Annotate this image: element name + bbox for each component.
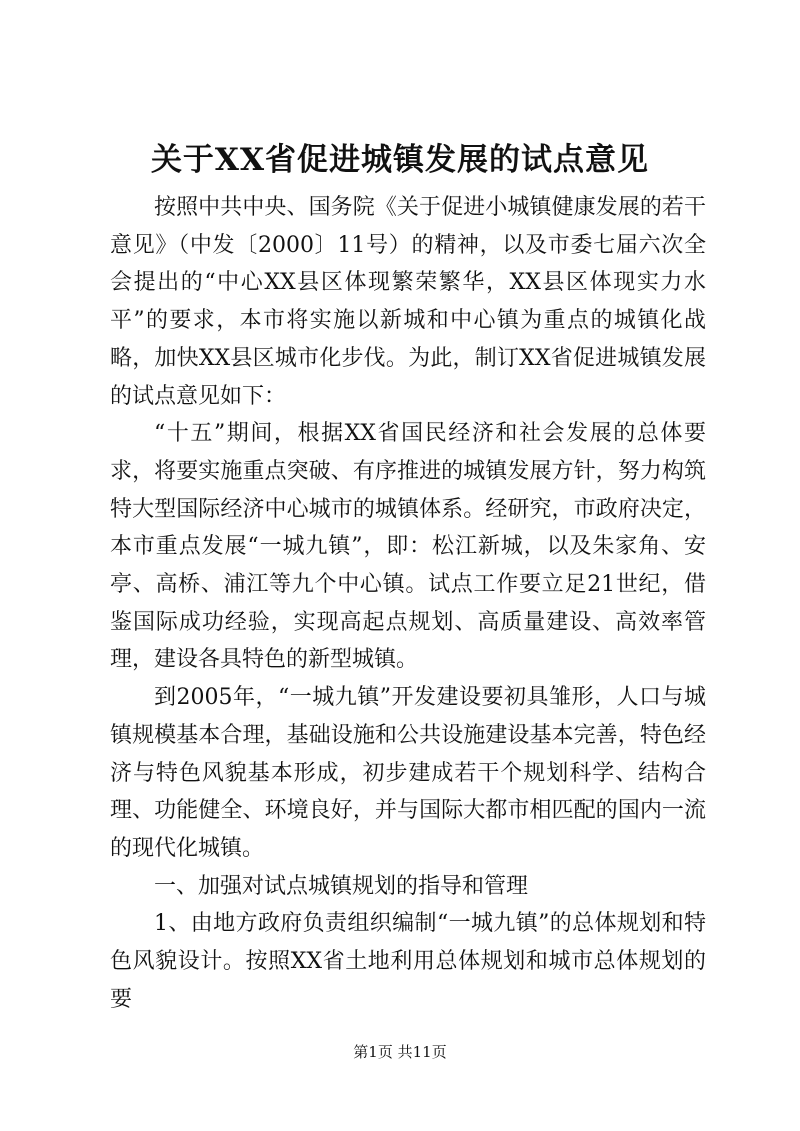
paragraph: 1、由地方政府负责组织编制“一城九镇”的总体规划和特色风貌设计。按照XX省土地利用总体规划和城市总体规划的要 [110, 911, 706, 1012]
paragraph: “十五”期间，根据XX省国民经济和社会发展的总体要求，将要实施重点突破、有序推进的城镇发展方针，努力构筑特大型国际经济中心城市的城镇体系。经研究，市政府决定，本市重点发展“一城九镇”，即：松江新城，以及朱家角、安亭、高桥、浦江等九个中心镇。试点工作要立足21世纪，借鉴国际成功经验，实现高起点规划、高质量建设、高效率管理，建设各具特色的新型城镇。 [110, 421, 706, 673]
document-title: 关于XX省促进城镇发展的试点意见 [150, 142, 650, 178]
paragraph: 按照中共中央、国务院《关于促进小城镇健康发展的若干意见》（中发〔2000〕11号）的精神，以及市委七届六次全会提出的“中心XX县区体现繁荣繁华，XX县区体现实力水平”的要求，本市将实施以新城和中心镇为重点的城镇化战略，加快XX县区城市化步伐。为此，制订XX省促进城镇发展的试点意见如下： [110, 195, 706, 409]
paragraph: 到2005年，“一城九镇”开发建设要初具雏形，人口与城镇规模基本合理，基础设施和公共设施建设基本完善，特色经济与特色风貌基本形成，初步建成若干个规划科学、结构合理、功能健全、环境良好，并与国际大都市相匹配的国内一流的现代化城镇。 [110, 685, 706, 861]
page-footer: 第1页 共11页 [353, 1043, 447, 1061]
section-heading: 一、加强对试点城镇规划的指导和管理 [154, 873, 529, 899]
document-body [110, 189, 706, 1018]
